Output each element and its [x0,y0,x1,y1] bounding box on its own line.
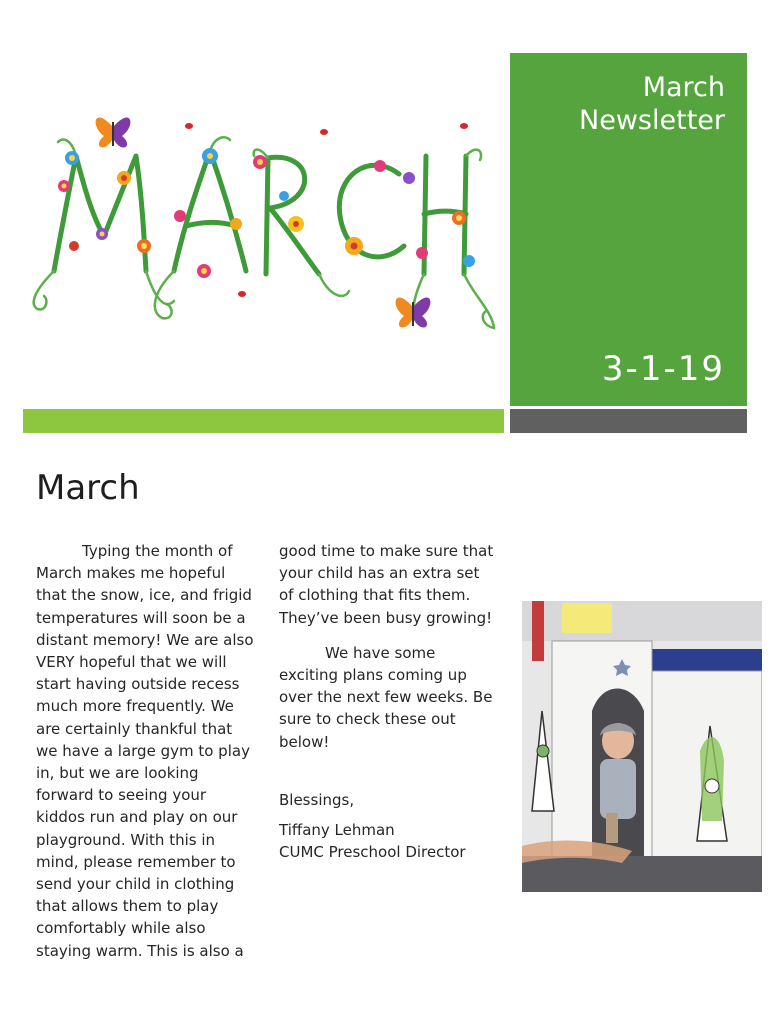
title-line-2: Newsletter [579,105,725,136]
column-1-paragraph: Typing the month of March makes me hopeful that the snow, ice, and frigid temperatures will soon be a distant memory! We are also VERY hopeful that we will start having outside recess much more frequently. We are certainly thankful that we have a large gym to play in, but we are looking forward to seeing your kiddos run and play on our playground. With this in mind, please remember to send your child in clothing that allows them to play comfortably while also staying warm. This is also a [36,542,254,960]
signature-title: CUMC Preschool Director [279,843,466,862]
column-2-paragraph-1: good time to make sure that your child has an extra set of clothing that fits them. They’ve been busy growing! [279,542,494,627]
article-column-2 [279,540,494,863]
newsletter-title-box [510,53,747,406]
title-line-1: March [642,72,725,103]
newsletter-date: 3-1-19 [601,349,725,389]
newsletter-title [579,71,725,137]
signature-name: Tiffany Lehman [279,821,395,840]
green-divider-bar [23,409,504,433]
article-heading: March [36,468,140,508]
gray-divider-bar [510,409,747,433]
march-floral-lettering-art [14,96,504,346]
child-in-rocket-photo [522,601,762,892]
article-column-1 [36,540,258,962]
closing-text: Blessings, [279,790,355,809]
column-2-paragraph-2: We have some exciting plans coming up over the next few weeks. Be sure to check these out below! [279,643,493,751]
